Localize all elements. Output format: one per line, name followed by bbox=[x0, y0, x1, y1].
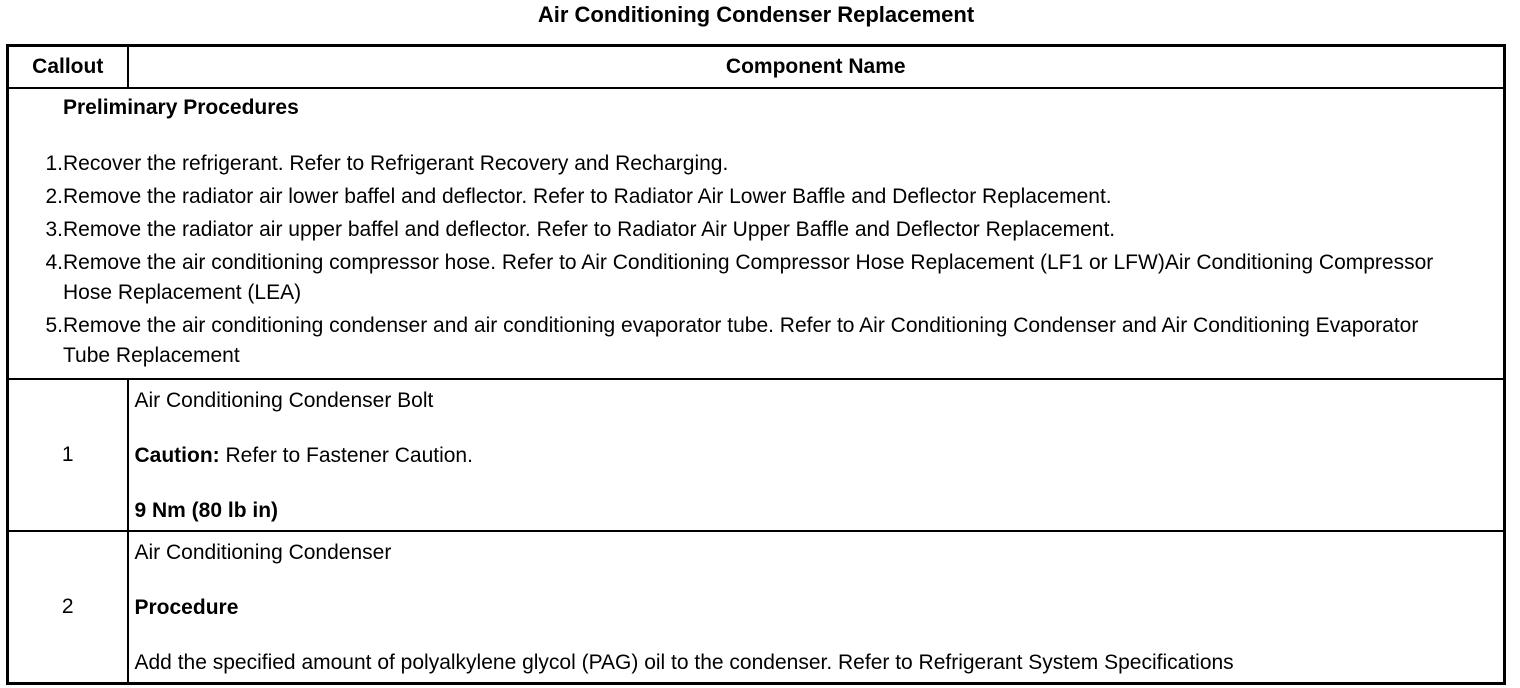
component-name-header: Component Name bbox=[128, 46, 1505, 89]
step-number: 1. bbox=[45, 152, 63, 175]
component-cell bbox=[128, 531, 1505, 684]
procedure-table bbox=[6, 44, 1506, 685]
step-text: Recover the refrigerant. Refer to Refrigerant Recovery and Recharging. bbox=[63, 152, 729, 175]
step-text: Remove the air conditioning compressor hose. Refer to Air Conditioning Compressor Hose Replacement (LF1 or LFW)Air Conditioning Compressor Hose Replacement (LEA) bbox=[63, 251, 1434, 304]
component-name: Air Conditioning Condenser bbox=[134, 541, 392, 564]
list-item bbox=[9, 311, 1503, 371]
torque-spec: 9 Nm (80 lb in) bbox=[134, 499, 279, 522]
component-name: Air Conditioning Condenser Bolt bbox=[134, 389, 434, 412]
table-header-row bbox=[8, 46, 1505, 89]
step-number: 4. bbox=[45, 251, 63, 274]
preliminary-procedures-heading: Preliminary Procedures bbox=[63, 96, 299, 119]
step-text: Remove the radiator air upper baffel and deflector. Refer to Radiator Air Upper Baffle and Deflector Replacement. bbox=[63, 218, 1116, 241]
procedure-text: Add the specified amount of polyalkylene glycol (PAG) oil to the condenser. Refer to Refrigerant System Specifications bbox=[134, 651, 1234, 674]
step-text: Remove the radiator air lower baffel and deflector. Refer to Radiator Air Lower Baffle and Deflector Replacement. bbox=[63, 185, 1112, 208]
step-number: 2. bbox=[45, 185, 63, 208]
caution-label: Caution: bbox=[134, 444, 220, 467]
list-item bbox=[9, 215, 1503, 245]
preliminary-steps-list bbox=[9, 149, 1503, 371]
procedure-label: Procedure bbox=[134, 596, 239, 619]
callout-header: Callout bbox=[8, 46, 128, 89]
document-title: Air Conditioning Condenser Replacement bbox=[537, 2, 975, 27]
list-item bbox=[9, 248, 1503, 308]
component-cell bbox=[128, 379, 1505, 531]
step-number: 3. bbox=[45, 218, 63, 241]
step-number: 5. bbox=[45, 314, 63, 337]
caution-note bbox=[135, 441, 1498, 471]
preliminary-procedures-cell bbox=[8, 88, 1505, 379]
caution-text: Refer to Fastener Caution. bbox=[219, 444, 473, 467]
step-text: Remove the air conditioning condenser and air conditioning evaporator tube. Refer to Air Conditioning Condenser and Air Conditioning Evaporator Tube Replacement bbox=[63, 314, 1419, 367]
callout-number: 1 bbox=[8, 379, 128, 531]
callout-number: 2 bbox=[8, 531, 128, 684]
list-item bbox=[9, 149, 1503, 179]
list-item bbox=[9, 182, 1503, 212]
table-row bbox=[8, 531, 1505, 684]
preliminary-procedures-row bbox=[8, 88, 1505, 379]
table-row bbox=[8, 379, 1505, 531]
